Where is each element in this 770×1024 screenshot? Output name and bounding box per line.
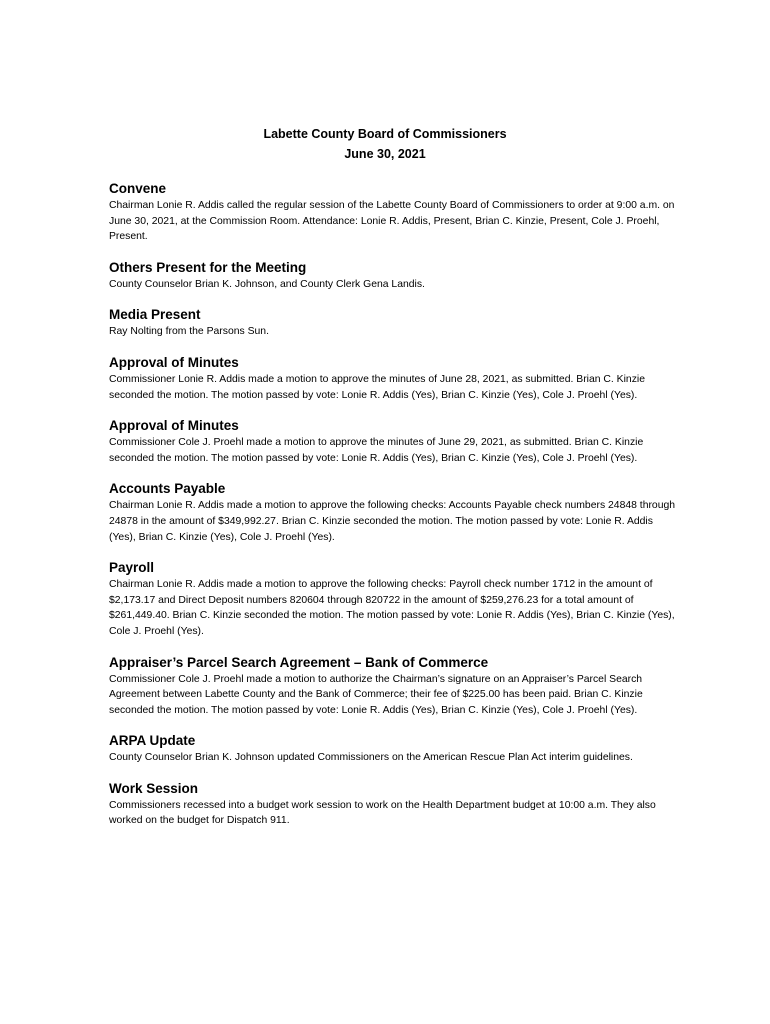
section-body: Chairman Lonie R. Addis called the regular session of the Labette County Board of Commissioners to order at 9:00 a.m. on June 30, 2021, at the Commission Room. Attendance: Lonie R. Addis, Present, Brian C. Kinzie, Present, Cole J. Proehl, Present. [109, 200, 675, 243]
section-approval-of-minutes-2 [109, 417, 679, 466]
section-convene [109, 180, 679, 245]
section-media-present [109, 306, 679, 340]
section-body: Commissioner Cole J. Proehl made a motion to approve the minutes of June 29, 2021, as submitted. Brian C. Kinzie seconded the motion. The motion passed by vote: Lonie R. Addis (Yes), Brian C. Kinzie (Yes), Cole J. Proehl (Yes). [109, 437, 644, 464]
section-body: Commissioner Cole J. Proehl made a motion to authorize the Chairman’s signature on an Appraiser’s Parcel Search Agreement between Labette County and the Bank of Commerce; their fee of $225.00 has been paid. Brian C. Kinzie seconded the motion. The motion passed by vote: Lonie R. Addis (Yes), Brian C. Kinzie (Yes), Cole J. Proehl (Yes). [109, 673, 643, 716]
document-header [0, 124, 770, 164]
section-body: County Counselor Brian K. Johnson updated Commissioners on the American Rescue Plan Act interim guidelines. [109, 752, 633, 764]
section-heading: Approval of Minutes [109, 354, 239, 370]
section-arpa-update [109, 732, 679, 766]
section-heading: Others Present for the Meeting [109, 259, 307, 275]
section-approval-of-minutes-1 [109, 354, 679, 403]
section-body: Ray Nolting from the Parsons Sun. [109, 326, 269, 338]
section-heading: Accounts Payable [109, 481, 226, 497]
section-payroll [109, 559, 679, 639]
section-heading: Work Session [109, 780, 199, 796]
document-title: Labette County Board of Commissioners [263, 127, 507, 141]
section-heading: Payroll [109, 560, 155, 576]
section-others-present [109, 259, 679, 293]
section-heading: Convene [109, 181, 167, 196]
section-heading: Approval of Minutes [109, 418, 239, 434]
section-body: County Counselor Brian K. Johnson, and County Clerk Gena Landis. [109, 278, 425, 290]
section-body: Commissioners recessed into a budget work session to work on the Health Department budget at 10:00 a.m. They also worked on the budget for Dispatch 911. [109, 799, 656, 827]
section-heading: Media Present [109, 307, 201, 323]
section-body: Commissioner Lonie R. Addis made a motion to approve the minutes of June 28, 2021, as submitted. Brian C. Kinzie seconded the motion. The motion passed by vote: Lonie R. Addis (Yes), Brian C. Kinzie (Yes), Cole J. Proehl (Yes). [109, 373, 645, 401]
minutes-body [109, 180, 679, 843]
section-parcel-search-agreement [109, 654, 679, 719]
section-work-session [109, 780, 679, 829]
section-body: Chairman Lonie R. Addis made a motion to approve the following checks: Payroll check number 1712 in the amount of $2,173.17 and Direct Deposit numbers 820604 through 820722 in the amount of $259,276.23 for a total amount of $261,449.40. Brian C. Kinzie seconded the motion. The motion passed by vote: Lonie R. Addis (Yes), Brian C. Kinzie (Yes), Cole J. Proehl (Yes). [109, 579, 675, 637]
section-heading: Appraiser’s Parcel Search Agreement – Bank of Commerce [109, 654, 489, 670]
section-accounts-payable [109, 480, 679, 545]
document-date: June 30, 2021 [344, 147, 426, 161]
section-body: Chairman Lonie R. Addis made a motion to approve the following checks: Accounts Payable check numbers 24848 through 24878 in the amount of $349,992.27. Brian C. Kinzie seconded the motion. The motion passed by vote: Lonie R. Addis (Yes), Brian C. Kinzie (Yes), Cole J. Proehl (Yes). [109, 500, 676, 543]
section-heading: ARPA Update [109, 733, 196, 749]
